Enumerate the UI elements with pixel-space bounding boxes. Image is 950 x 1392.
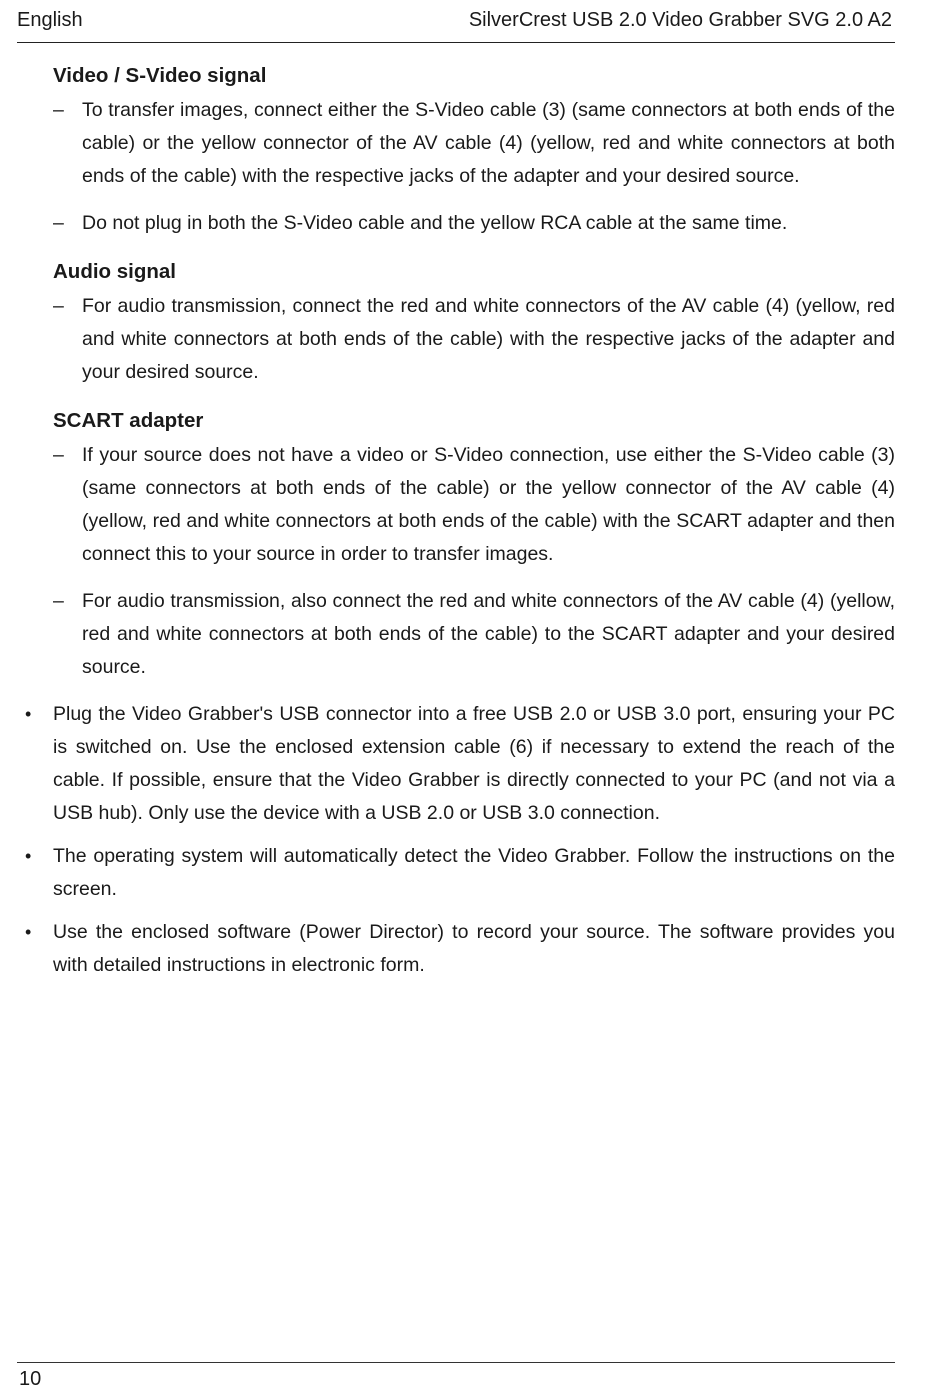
dash-marker: – (53, 590, 64, 612)
dash-marker: – (53, 212, 64, 234)
page-content (17, 58, 895, 992)
dash-marker: – (53, 99, 64, 121)
list-item-text: To transfer images, connect either the S-Video cable (3) (same connectors at both ends of the cable) or the yellow connector of the AV cable (4) (yellow, red and white connectors at both ends of the cable) with the respective jacks of the adapter and your desired source. (82, 99, 895, 187)
bullet-marker: • (25, 922, 32, 942)
header-product-title: SilverCrest USB 2.0 Video Grabber SVG 2.0 A2 (468, 9, 892, 31)
list-item-text: For audio transmission, also connect the red and white connectors of the AV cable (4) (yellow, red and white connectors at both ends of the cable) to the SCART adapter and your desired source. (82, 590, 895, 678)
list-item (17, 94, 895, 193)
section-heading-video: Video / S-Video signal (53, 64, 267, 87)
bullet-item (17, 840, 895, 906)
list-item-text: Do not plug in both the S-Video cable and the yellow RCA cable at the same time. (82, 212, 788, 234)
list-item-text: If your source does not have a video or S-Video connection, use either the S-Video cable (3) (same connectors at both ends of the cable) or the yellow connector of the AV cable (4) (yellow, red and white connectors at both ends of the cable) with the SCART adapter and then connect this to your source in order to transfer images. (82, 444, 895, 565)
dash-marker: – (53, 295, 64, 317)
bullet-item-text: Plug the Video Grabber's USB connector into a free USB 2.0 or USB 3.0 port, ensuring your PC is switched on. Use the enclosed extension cable (6) if necessary to extend the reach of the cable. If possible, ensure that the Video Grabber is directly connected to your PC (and not via a USB hub). Only use the device with a USB 2.0 or USB 3.0 connection. (53, 703, 895, 824)
bullet-item (17, 916, 895, 982)
bullet-item (17, 698, 895, 830)
list-item (17, 585, 895, 684)
list-item (17, 439, 895, 571)
bullet-item-text: The operating system will automatically detect the Video Grabber. Follow the instructions on the screen. (53, 845, 895, 900)
header-language: English (17, 9, 83, 31)
section-heading-scart: SCART adapter (53, 409, 204, 432)
bullet-marker: • (25, 704, 32, 724)
section-heading-audio: Audio signal (53, 260, 176, 283)
list-item-text: For audio transmission, connect the red and white connectors of the AV cable (4) (yellow, red and white connectors at both ends of the cable) with the respective jacks of the adapter and your desired source. (82, 295, 895, 383)
bullet-marker: • (25, 846, 32, 866)
list-item (17, 290, 895, 389)
list-item (17, 207, 895, 240)
page-number: 10 (19, 1368, 42, 1390)
dash-marker: – (53, 444, 64, 466)
footer-divider (17, 1362, 895, 1363)
page-header (17, 0, 895, 43)
bullet-item-text: Use the enclosed software (Power Director) to record your source. The software provides you with detailed instructions in electronic form. (53, 921, 895, 976)
